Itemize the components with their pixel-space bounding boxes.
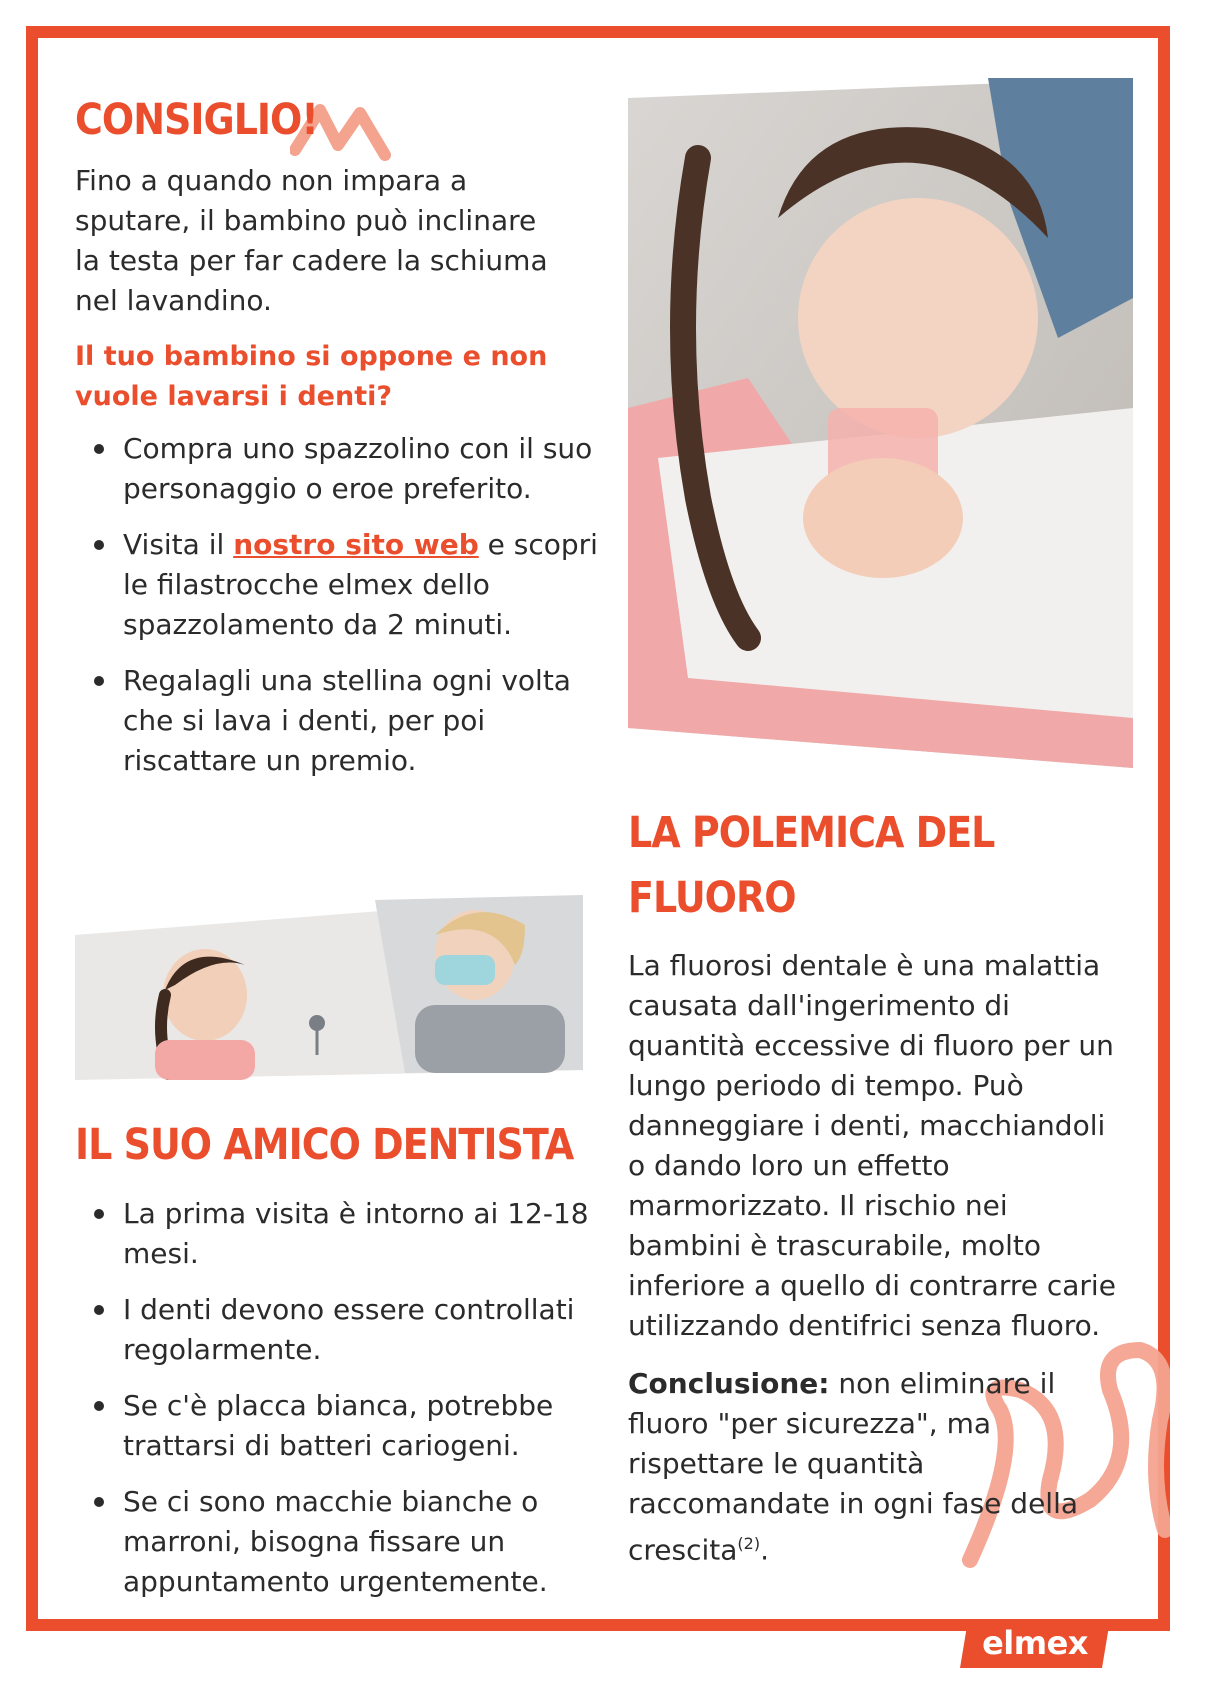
list-item: Compra uno spazzolino con il suo personaggio o eroe preferito. <box>75 429 605 509</box>
website-link[interactable]: nostro sito web <box>233 528 479 561</box>
dentist-section <box>75 1120 605 1618</box>
tip-title: CONSIGLIO! <box>75 95 318 145</box>
dentist-list <box>75 1194 605 1602</box>
list-item: Se ci sono macchie bianche o marroni, bisogna fissare un appuntamento urgentemente. <box>75 1482 605 1602</box>
fluoride-section <box>628 800 1128 1570</box>
bullet-icon <box>94 444 104 454</box>
bullet-icon <box>94 1305 104 1315</box>
tip-body: Fino a quando non impara a sputare, il bambino può inclinare la testa per far cadere la schiuma nel lavandino. <box>75 164 548 317</box>
tip-question: Il tuo bambino si oppone e non vuole lavarsi i denti? <box>75 341 548 412</box>
fluoride-body: La fluorosi dentale è una malattia causata dall'ingerimento di quantità eccessive di fluoro per un lungo periodo di tempo. Può danneggiare i denti, macchiandoli o dando loro un effetto marmorizzato. Il rischio nei bambini è trascurabile, molto inferiore a quello di contrarre carie utilizzando dentifrici senza fluoro. <box>628 949 1116 1342</box>
list-item: I denti devono essere controllati regolarmente. <box>75 1290 605 1370</box>
bullet-icon <box>94 1209 104 1219</box>
bullet-icon <box>94 1401 104 1411</box>
list-item: Se c'è placca bianca, potrebbe trattarsi di batteri cariogeni. <box>75 1386 605 1466</box>
bullet-icon <box>94 676 104 686</box>
bullet-icon <box>94 1497 104 1507</box>
dentist-visit-photo <box>75 895 583 1080</box>
list-item: Visita il nostro sito web e scopri le filastrocche elmex dello spazzolamento da 2 minuti. <box>75 525 605 645</box>
bullet-icon <box>94 540 104 550</box>
elmex-logo-label: elmex <box>982 1624 1088 1662</box>
tip-list <box>75 429 605 781</box>
list-item: La prima visita è intorno ai 12-18 mesi. <box>75 1194 605 1274</box>
dentist-title: IL SUO AMICO DENTISTA <box>75 1120 574 1170</box>
fluoride-title: LA POLEMICA DEL FLUORO <box>628 807 995 923</box>
fluoride-conclusion: Conclusione: non eliminare il fluoro "per sicurezza", ma rispettare le quantità raccomandate in ogni fase della crescita$^{(2)}$. <box>628 1367 1079 1567</box>
girl-drinking-photo <box>628 78 1133 768</box>
tip-section <box>75 95 605 797</box>
list-item: Regalagli una stellina ogni volta che si lava i denti, per poi riscattare un premio. <box>75 661 605 781</box>
